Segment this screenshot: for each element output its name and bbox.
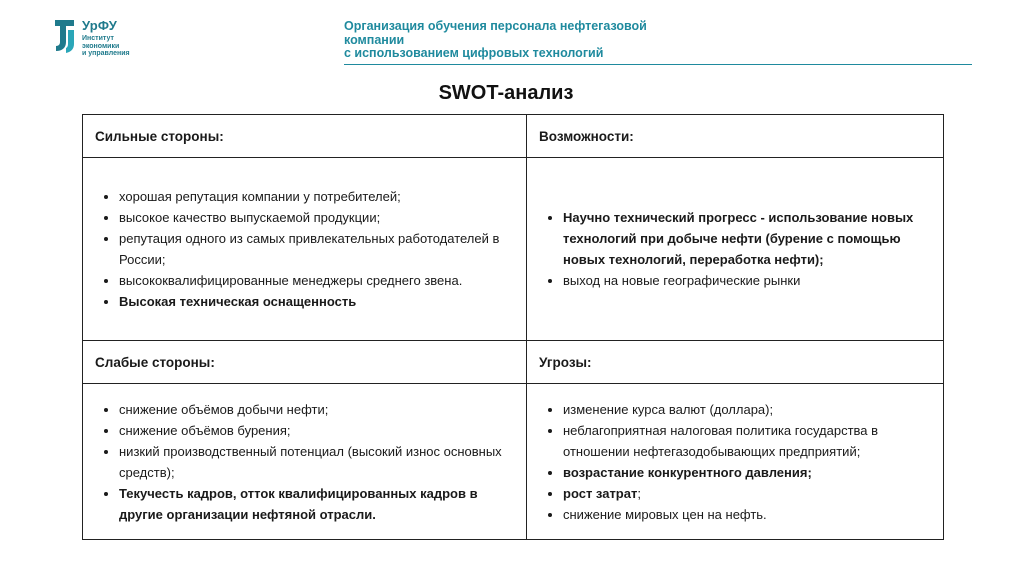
list-item: • снижение мировых цен на нефть. <box>563 504 933 525</box>
weaknesses-list <box>83 399 526 525</box>
list-item: • низкий производственный потенциал (высокий износ основных средств); <box>119 441 516 483</box>
logo-title: УрФУ <box>82 18 118 33</box>
logo-sub-line: экономики <box>82 42 120 50</box>
urfu-logo <box>52 18 162 60</box>
list-item: • выход на новые географические рынки <box>563 270 933 291</box>
opportunities-cell <box>527 158 944 341</box>
header-line: с использованием цифровых технологий <box>344 46 604 60</box>
threats-header: Угрозы: <box>527 341 944 384</box>
logo-sub-line: Институт <box>82 35 114 42</box>
list-item: • Текучесть кадров, отток квалифицированных кадров в другие организации нефтяной отрасли. <box>119 483 516 525</box>
list-item: • репутация одного из самых привлекательных работодателей в России; <box>119 228 516 270</box>
page-title: SWOT-анализ <box>438 82 574 104</box>
list-item: • хорошая репутация компании у потребителей; <box>119 186 516 207</box>
list-item: • Высокая техническая оснащенность <box>119 291 516 312</box>
opportunities-header: Возможности: <box>527 115 944 158</box>
strengths-cell <box>83 158 527 341</box>
strengths-header: Сильные стороны: <box>83 115 527 158</box>
list-item-bold-text: рост затрат <box>563 485 638 501</box>
list-item: • Научно технический прогресс - использование новых технологий при добыче нефти (бурение с помощью новых технологий, переработка нефти); <box>563 207 933 270</box>
list-item-suffix: ; <box>637 485 641 501</box>
opportunities-list <box>527 207 943 291</box>
list-item: • изменение курса валют (доллара); <box>563 399 933 420</box>
threats-cell <box>527 384 944 540</box>
weaknesses-header: Слабые стороны: <box>83 341 527 384</box>
logo-subtitle <box>82 35 130 58</box>
list-item: • снижение объёмов бурения; <box>119 420 516 441</box>
list-item <box>563 483 933 504</box>
threats-list <box>527 399 943 525</box>
list-item: • высококвалифицированные менеджеры среднего звена. <box>119 270 516 291</box>
strengths-list <box>83 186 526 312</box>
urfu-logo-icon <box>52 18 78 54</box>
list-item: • высокое качество выпускаемой продукции; <box>119 207 516 228</box>
list-item: • снижение объёмов добычи нефти; <box>119 399 516 420</box>
list-item: • возрастание конкурентного давления; <box>563 462 933 483</box>
logo-sub-line: и управления <box>82 50 130 57</box>
slide-header <box>344 20 972 65</box>
weaknesses-cell <box>83 384 527 540</box>
swot-table <box>82 114 944 540</box>
list-item: • неблагоприятная налоговая политика государства в отношении нефтегазодобывающих предприятий; <box>563 420 933 462</box>
header-line: компании <box>344 32 405 47</box>
header-line: Организация обучения персонала нефтегазовой <box>344 19 647 33</box>
